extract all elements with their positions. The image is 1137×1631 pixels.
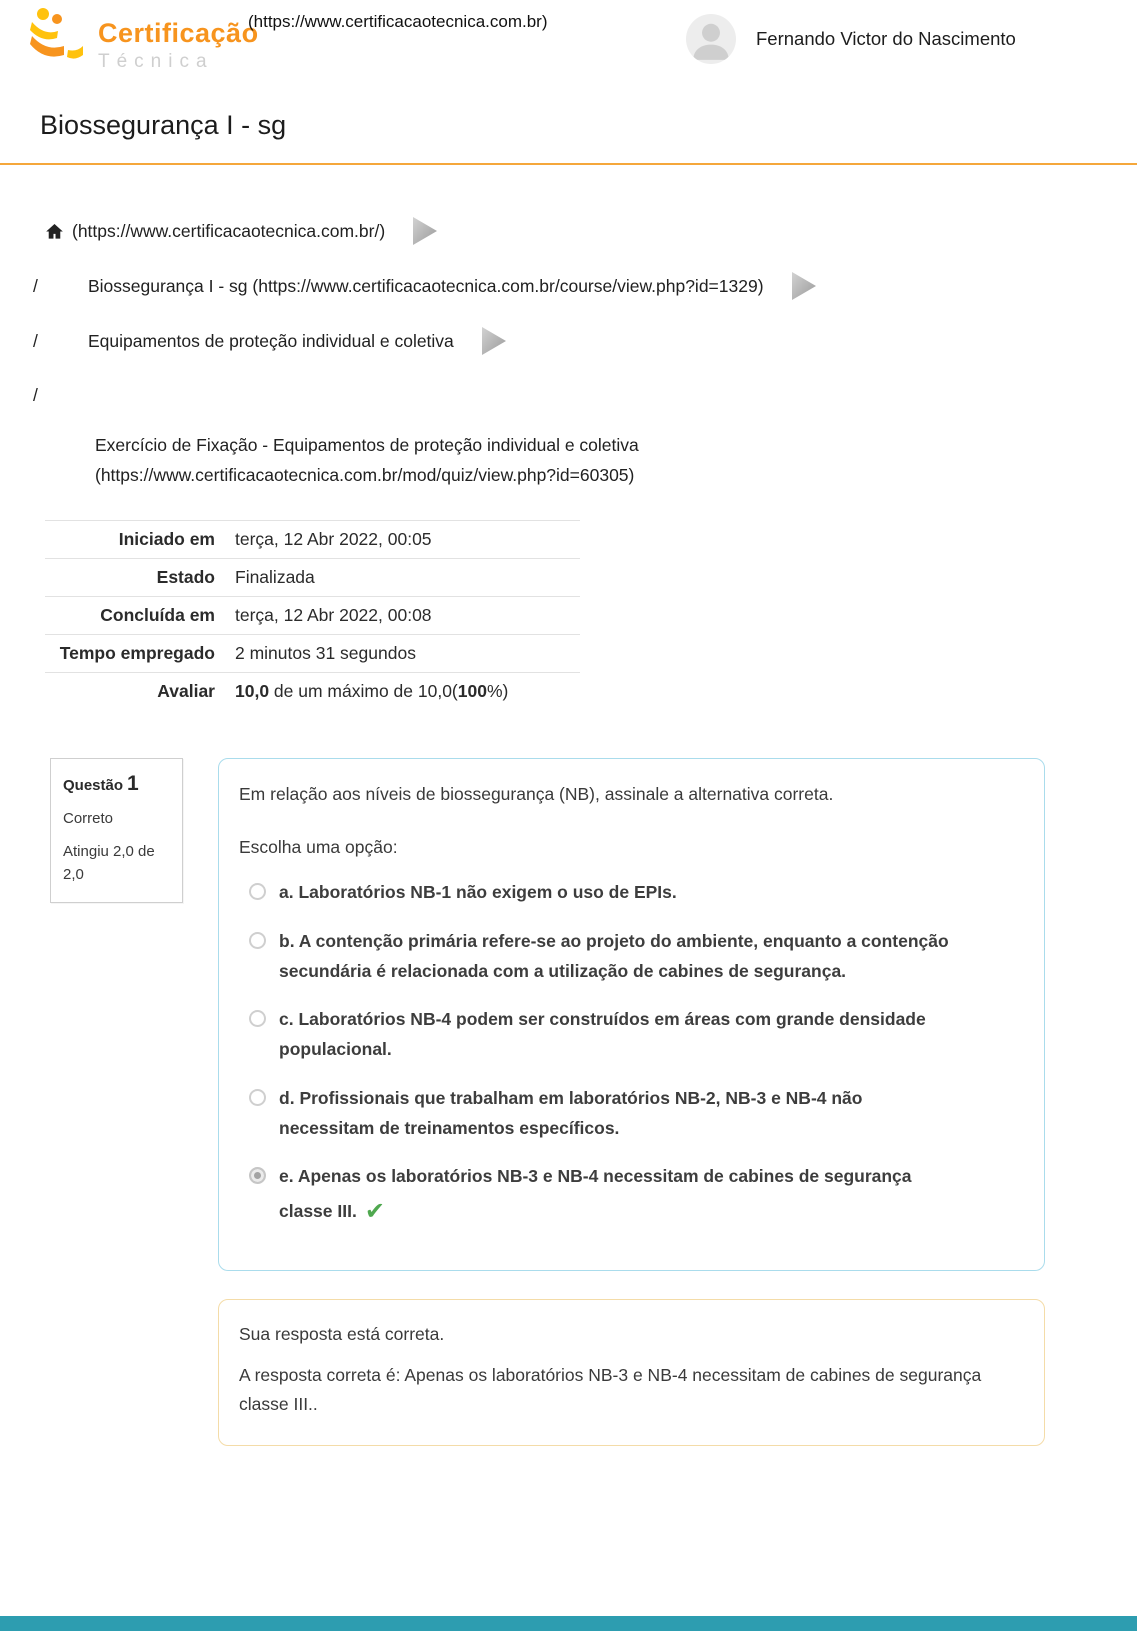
radio-button[interactable]	[249, 883, 266, 900]
option-letter: a.	[279, 882, 294, 902]
summary-row-grade	[45, 673, 580, 710]
breadcrumb-separator: /	[33, 275, 38, 296]
breadcrumb-section-label: Equipamentos de proteção individual e coletiva	[88, 330, 454, 351]
option-letter: c.	[279, 1009, 294, 1030]
radio-button[interactable]	[249, 1010, 266, 1027]
option-letter: d.	[279, 1087, 295, 1108]
feedback-box	[218, 1299, 1045, 1446]
breadcrumb-home-row	[33, 217, 1137, 245]
breadcrumb-arrow-icon	[792, 272, 816, 300]
breadcrumb-separator: /	[33, 384, 38, 405]
summary-row	[45, 559, 580, 597]
summary-value: terça, 12 Abr 2022, 00:08	[235, 605, 432, 625]
question-info-panel	[50, 758, 183, 903]
question-main-column	[218, 758, 1045, 1446]
option-label[interactable]	[279, 1162, 959, 1233]
question-text: Em relação aos níveis de biossegurança (NB), assinale a alternativa correta.	[239, 784, 834, 804]
breadcrumb-home-link[interactable]: (https://www.certificacaotecnica.com.br/)	[72, 220, 386, 241]
option-text: Laboratórios NB-4 podem ser construídos em áreas com grande densidade populacional.	[279, 1009, 926, 1059]
person-icon	[686, 14, 736, 64]
summary-value: Finalizada	[235, 567, 315, 587]
grade-score: 10,0	[235, 681, 270, 701]
breadcrumb-separator: /	[33, 330, 38, 351]
answer-prompt: Escolha uma opção:	[239, 837, 398, 857]
option-label[interactable]	[279, 1084, 959, 1144]
option-letter: b.	[279, 930, 295, 951]
summary-label: Avaliar	[157, 681, 215, 701]
logo-subtitle: Técnica	[98, 51, 214, 72]
question-status: Correto	[63, 810, 114, 827]
site-logo[interactable]	[30, 6, 259, 73]
feedback-answer-text: A resposta correta é: Apenas os laboratórios NB-3 e NB-4 necessitam de cabines de segurança classe III..	[239, 1364, 982, 1414]
quiz-summary-table	[45, 520, 580, 710]
question-points: Atingiu 2,0 de 2,0	[63, 843, 155, 883]
logo-title: Certificação	[98, 18, 259, 48]
site-url-text[interactable]: (https://www.certificacaotecnica.com.br)	[248, 12, 548, 31]
option-label[interactable]	[279, 1005, 959, 1065]
answer-options	[239, 878, 1024, 1233]
question-box	[218, 758, 1045, 1271]
breadcrumb-arrow-icon	[413, 217, 437, 245]
question-number: Questão 1	[63, 772, 139, 795]
breadcrumb-section-row	[33, 327, 1137, 355]
radio-button[interactable]	[249, 1167, 266, 1184]
page-title: Biossegurança I - sg	[40, 110, 287, 140]
user-menu[interactable]	[686, 14, 1016, 64]
option-label[interactable]	[279, 878, 677, 908]
breadcrumb-course-link[interactable]: Biossegurança I - sg (https://www.certificacaotecnica.com.br/course/view.php?id=1329)	[88, 275, 764, 296]
footer-bar	[0, 1616, 1137, 1631]
breadcrumb	[33, 217, 1137, 490]
radio-button[interactable]	[249, 932, 266, 949]
option-text: Laboratórios NB-1 não exigem o uso de EPIs.	[298, 882, 677, 902]
option-label[interactable]	[279, 927, 959, 987]
grade-percent: 100	[457, 681, 487, 701]
user-avatar[interactable]	[686, 14, 736, 64]
title-divider	[0, 163, 1137, 165]
summary-value: 2 minutos 31 segundos	[235, 643, 416, 663]
summary-row	[45, 635, 580, 673]
answer-option-d[interactable]	[239, 1084, 1024, 1144]
answer-option-b[interactable]	[239, 927, 1024, 987]
logo-icon	[30, 6, 90, 64]
summary-grade-value: 10,0 de um máximo de 10,0(100%)	[235, 681, 509, 701]
quiz-link[interactable]: Exercício de Fixação - Equipamentos de proteção individual e coletiva (https://www.certificacaotecnica.com.br/mod/quiz/view.php?id=60305)	[95, 435, 639, 485]
summary-label: Estado	[156, 567, 215, 587]
radio-button[interactable]	[249, 1089, 266, 1106]
answer-option-a[interactable]	[239, 878, 1024, 908]
option-text: A contenção primária refere-se ao projeto do ambiente, enquanto a contenção secundária é relacionada com a utilização de cabines de segurança.	[279, 930, 949, 981]
correct-check-icon: ✔	[364, 1198, 385, 1225]
home-icon	[45, 222, 64, 241]
option-text: Profissionais que trabalham em laboratórios NB-2, NB-3 e NB-4 não necessitam de treinamentos específicos.	[279, 1087, 863, 1138]
summary-value: terça, 12 Abr 2022, 00:05	[235, 529, 432, 549]
summary-row	[45, 520, 580, 559]
breadcrumb-quiz-link-row	[95, 430, 745, 490]
answer-option-c[interactable]	[239, 1005, 1024, 1065]
summary-label: Concluída em	[100, 605, 215, 625]
breadcrumb-course-row	[33, 272, 1137, 300]
summary-label: Tempo empregado	[59, 643, 215, 663]
answer-option-e[interactable]	[239, 1162, 1024, 1233]
summary-label: Iniciado em	[118, 529, 215, 549]
site-header	[0, 0, 1137, 88]
breadcrumb-last-row	[33, 382, 1137, 408]
feedback-correct-text: Sua resposta está correta.	[239, 1323, 445, 1344]
question-section	[50, 758, 1137, 1446]
breadcrumb-arrow-icon	[482, 327, 506, 355]
summary-row	[45, 597, 580, 635]
option-text: Apenas os laboratórios NB-3 e NB-4 necessitam de cabines de segurança classe III.	[279, 1166, 912, 1221]
logo-text	[98, 18, 259, 73]
option-letter: e.	[279, 1166, 294, 1187]
user-name[interactable]: Fernando Victor do Nascimento	[756, 28, 1016, 49]
